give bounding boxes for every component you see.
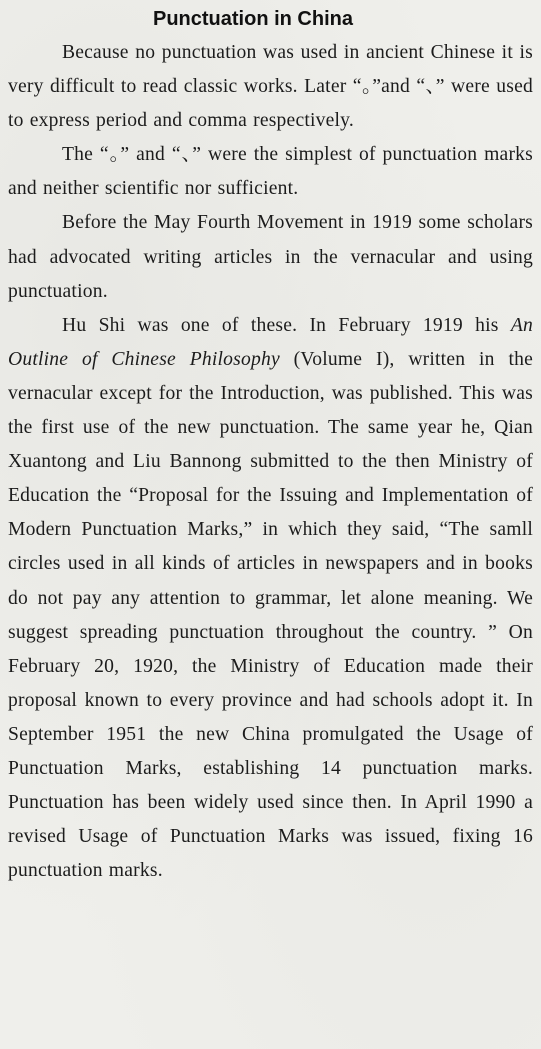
paragraph-4: [8, 309, 533, 889]
paragraph-2: The “。” and “、” were the simplest of punctuation marks and neither scientific nor sufficient.: [8, 144, 533, 200]
article-title: Punctuation in China: [153, 8, 353, 30]
paragraph-1: Because no punctuation was used in ancient Chinese it is very difficult to read classic works. Later “。”and “、” were used to express period and comma respectively.: [8, 42, 533, 132]
paragraph-3: Before the May Fourth Movement in 1919 some scholars had advocated writing articles in the vernacular and using punctuation.: [8, 212, 533, 302]
paragraph-4-intro: Hu Shi was one of these. In February 1919 his: [62, 314, 511, 336]
book-title: An Outline of Chinese Philosophy: [8, 314, 533, 370]
paragraph-4-body: (Volume I), written in the vernacular except for the Introduction, was published. This was the first use of the new punctuation. The same year he, Qian Xuantong and Liu Bannong submitted to the then Ministry of Education the “Proposal for the Issuing and Implementation of Modern Punctuation Marks,” in which they said, “The samll circles used in all kinds of articles in newspapers and in books do not pay any attention to grammar, let alone meaning. We suggest spreading punctuation throughout the country. ” On February 20, 1920, the Ministry of Education made their proposal known to every province and had schools adopt it. In September 1951 the new China promulgated the Usage of Punctuation Marks, establishing 14 punctuation marks. Punctuation has been widely used since then. In April 1990 a revised Usage of Punctuation Marks was issued, fixing 16 punctuation marks.: [8, 348, 533, 882]
